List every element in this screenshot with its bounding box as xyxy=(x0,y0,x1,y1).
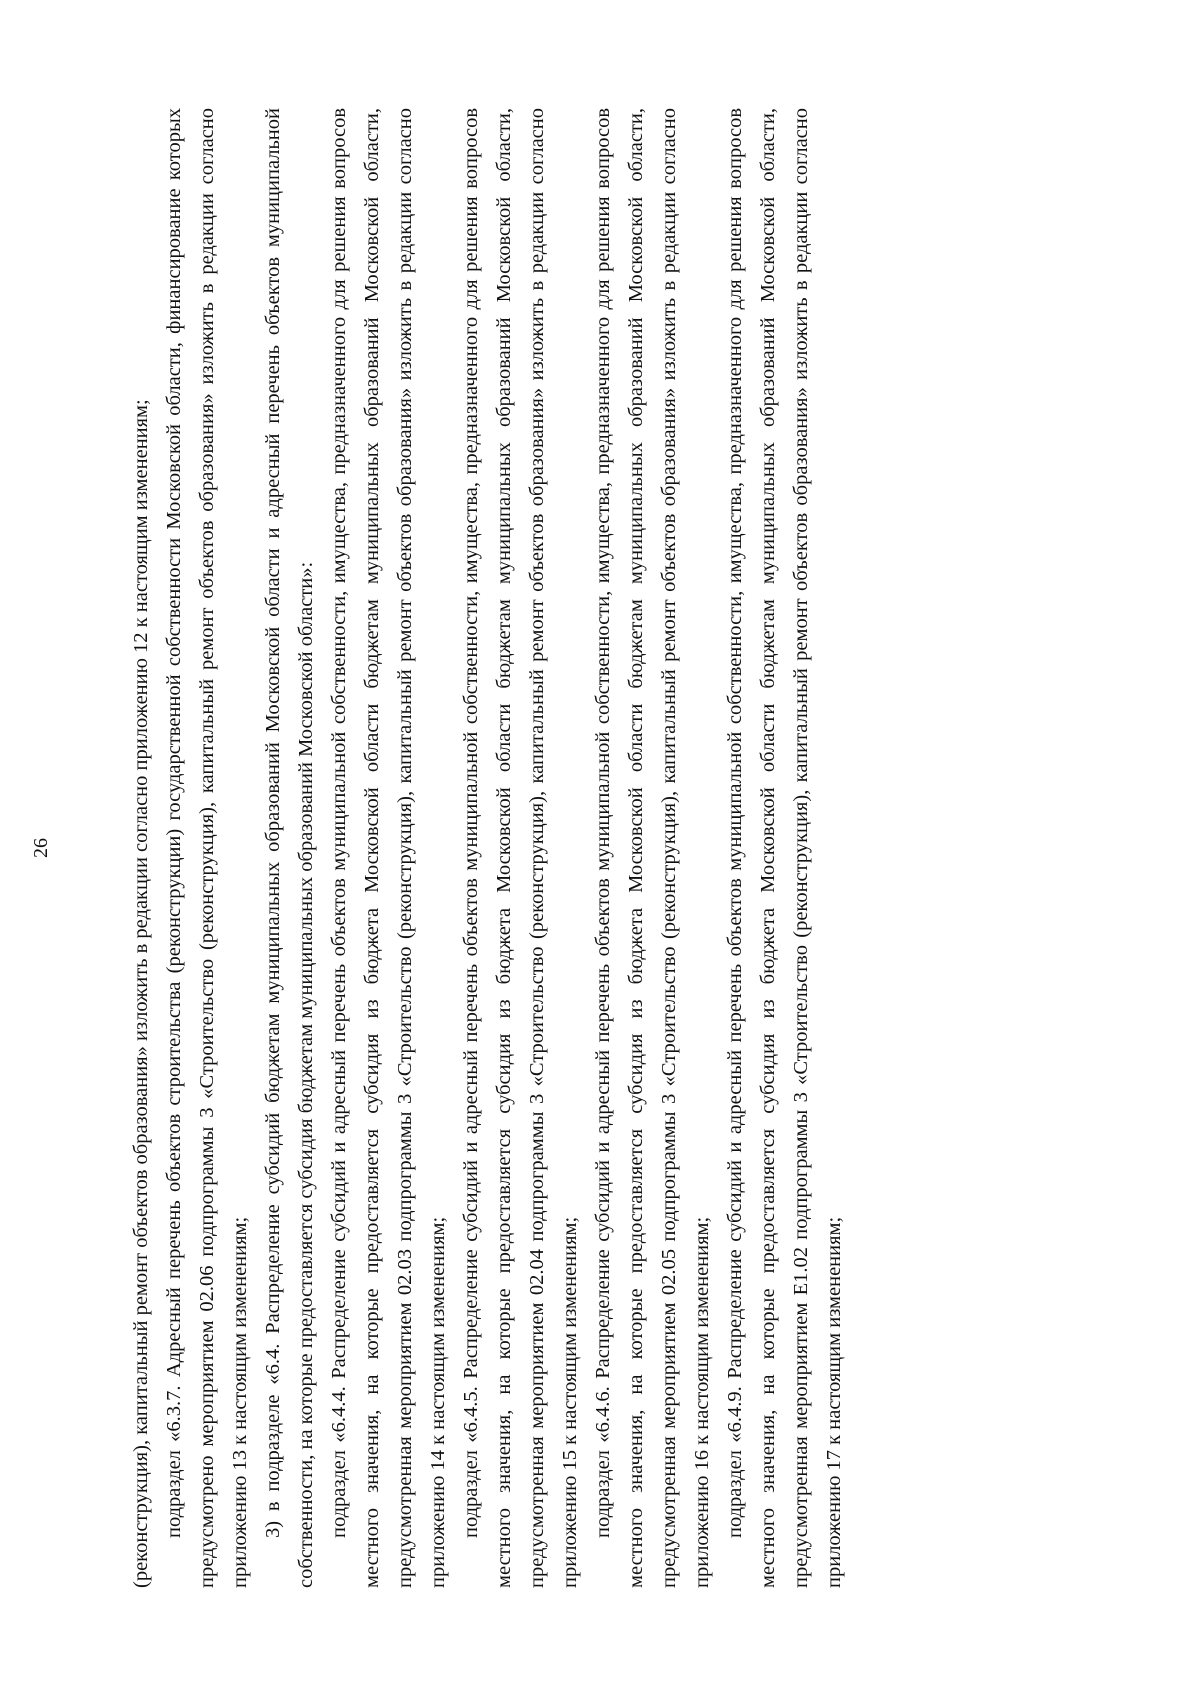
paragraph-7: подраздел «6.4.9. Распределение субсидий и адресный перечень объектов муниципальной собственности, имущества, предназначенного для решения вопросов местного значения, на которые предоставляется субсидия из бюджета Московской области бюджетам муниципальных образований Московской области, предусмотренная мероприятием Е1.02 подпрограммы 3 «Строительство (реконструкция), капитальный ремонт объектов образования» изложить в редакции согласно приложению 17 к настоящим изменениям; xyxy=(724,108,845,1588)
paragraph-3: 3) в подразделе «6.4. Распределение субсидий бюджетам муниципальных образований Московской области и адресный перечень объектов муниципальной собственности, на которые предоставляется субсидия бюджетам муниципальных образований Московской области»: xyxy=(262,108,317,1588)
paragraph-4: подраздел «6.4.4. Распределение субсидий и адресный перечень объектов муниципальной собственности, имущества, предназначенного для решения вопросов местного значения, на которые предоставляется субсидия из бюджета Московской области бюджетам муниципальных образований Московской области, предусмотренная мероприятием 02.03 подпрограммы 3 «Строительство (реконструкция), капитальный ремонт объектов образования» изложить в редакции согласно приложению 14 к настоящим изменениям; xyxy=(328,108,449,1588)
rotated-text-block xyxy=(30,108,1075,1588)
paragraph-5: подраздел «6.4.5. Распределение субсидий и адресный перечень объектов муниципальной собственности, имущества, предназначенного для решения вопросов местного значения, на которые предоставляется субсидия из бюджета Московской области бюджетам муниципальных образований Московской области, предусмотренная мероприятием 02.04 подпрограммы 3 «Строительство (реконструкция), капитальный ремонт объектов образования» изложить в редакции согласно приложению 15 к настоящим изменениям; xyxy=(460,108,581,1588)
paragraph-6: подраздел «6.4.6. Распределение субсидий и адресный перечень объектов муниципальной собственности, имущества, предназначенного для решения вопросов местного значения, на которые предоставляется субсидия из бюджета Московской области бюджетам муниципальных образований Московской области, предусмотренная мероприятием 02.05 подпрограммы 3 «Строительство (реконструкция), капитальный ремонт объектов образования» изложить в редакции согласно приложению 16 к настоящим изменениям; xyxy=(592,108,713,1588)
page-number: 26 xyxy=(30,838,52,858)
paragraph-1: (реконструкция), капитальный ремонт объектов образования» изложить в редакции согласно приложению 12 к настоящим изменениям; xyxy=(130,399,152,1588)
paragraph-2: подраздел «6.3.7. Адресный перечень объектов строительства (реконструкции) государственной собственности Московской области, финансирование которых предусмотрено мероприятием 02.06 подпрограммы 3 «Строительство (реконструкция), капитальный ремонт объектов образования» изложить в редакции согласно приложению 13 к настоящим изменениям; xyxy=(163,108,251,1588)
